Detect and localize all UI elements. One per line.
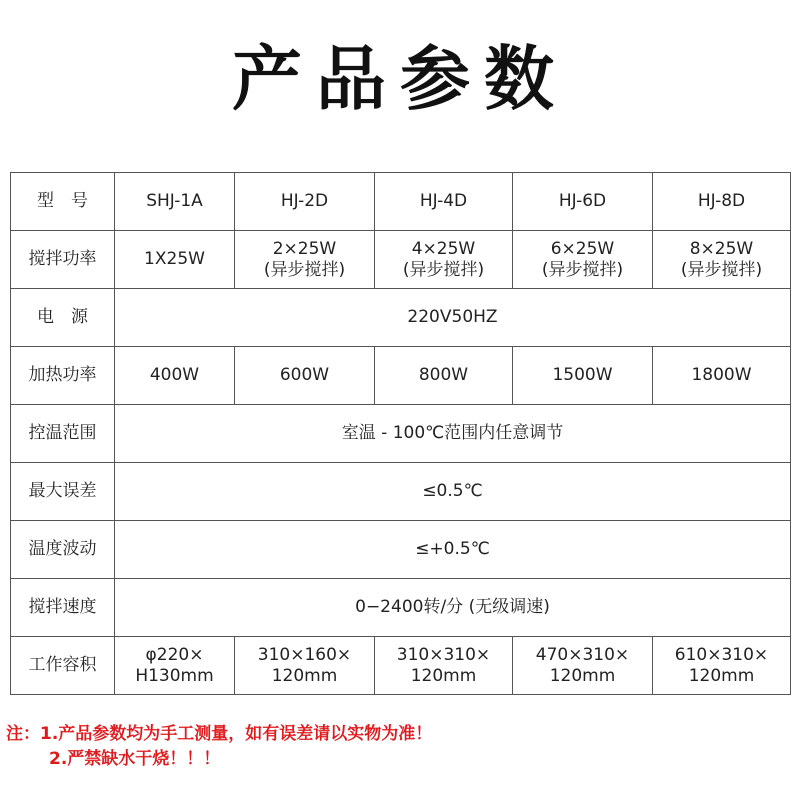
volume-line: 120mm	[410, 665, 477, 686]
stir-power-note: (异步搅拌)	[680, 259, 763, 280]
heating-power-cell: 600W	[235, 347, 375, 405]
heating-power-cell: 1800W	[653, 347, 791, 405]
volume-line: 120mm	[549, 665, 616, 686]
row-label-max-error: 最大误差	[11, 463, 115, 521]
row-label-power-supply: 电 源	[11, 289, 115, 347]
stir-power-value: 6×25W	[550, 238, 615, 259]
stir-power-value: 4×25W	[411, 238, 476, 259]
stir-power-value: 2×25W	[272, 238, 337, 259]
stir-power-cell	[653, 231, 791, 289]
heating-power-cell: 400W	[115, 347, 235, 405]
volume-line: 310×160×	[257, 644, 352, 665]
volume-cell	[115, 637, 235, 695]
row-label-volume: 工作容积	[11, 637, 115, 695]
model-cell: SHJ-1A	[115, 173, 235, 231]
volume-cell	[375, 637, 513, 695]
spec-table	[10, 172, 791, 695]
stir-power-cell	[235, 231, 375, 289]
volume-cell	[513, 637, 653, 695]
stir-power-note: (异步搅拌)	[402, 259, 485, 280]
table-row-max-error	[11, 463, 791, 521]
volume-cell	[653, 637, 791, 695]
table-row-stir-power	[11, 231, 791, 289]
table-row-power-supply	[11, 289, 791, 347]
row-label-heating-power: 加热功率	[11, 347, 115, 405]
heating-power-cell: 800W	[375, 347, 513, 405]
temp-fluctuation-value: ≤+0.5℃	[115, 521, 791, 579]
model-cell: HJ-4D	[375, 173, 513, 231]
table-row-temp-fluctuation	[11, 521, 791, 579]
model-cell: HJ-6D	[513, 173, 653, 231]
table-row-stir-speed	[11, 579, 791, 637]
notes	[6, 722, 432, 772]
note-line-2: 2.严禁缺水干烧！！！	[49, 749, 221, 769]
row-label-temp-range: 控温范围	[11, 405, 115, 463]
stir-power-note: (异步搅拌)	[541, 259, 624, 280]
table-row-heating-power	[11, 347, 791, 405]
row-label-stir-speed: 搅拌速度	[11, 579, 115, 637]
stir-power-cell	[513, 231, 653, 289]
volume-line: 470×310×	[535, 644, 630, 665]
volume-line: 310×310×	[396, 644, 491, 665]
volume-line: φ220×	[145, 644, 204, 665]
stir-power-cell	[375, 231, 513, 289]
row-label-temp-fluctuation: 温度波动	[11, 521, 115, 579]
max-error-value: ≤0.5℃	[115, 463, 791, 521]
page-title: 产品参数	[232, 38, 568, 120]
table-row-volume	[11, 637, 791, 695]
power-supply-value: 220V50HZ	[115, 289, 791, 347]
table-row-model	[11, 173, 791, 231]
model-cell: HJ-2D	[235, 173, 375, 231]
volume-line: 120mm	[271, 665, 338, 686]
stir-speed-value: 0−2400转/分 (无级调速)	[115, 579, 791, 637]
row-label-model: 型 号	[11, 173, 115, 231]
stir-power-value: 8×25W	[689, 238, 754, 259]
stir-power-cell	[115, 231, 235, 289]
volume-line: H130mm	[135, 665, 214, 686]
volume-cell	[235, 637, 375, 695]
model-cell: HJ-8D	[653, 173, 791, 231]
volume-line: 120mm	[688, 665, 755, 686]
heating-power-cell: 1500W	[513, 347, 653, 405]
stir-power-note: (异步搅拌)	[263, 259, 346, 280]
row-label-stir-power: 搅拌功率	[11, 231, 115, 289]
temp-range-value: 室温 - 100℃范围内任意调节	[115, 405, 791, 463]
note-line-1: 注：1.产品参数均为手工测量，如有误差请以实物为准！	[6, 724, 433, 744]
stir-power-value: 1X25W	[144, 249, 205, 269]
volume-line: 610×310×	[674, 644, 769, 665]
table-row-temp-range	[11, 405, 791, 463]
